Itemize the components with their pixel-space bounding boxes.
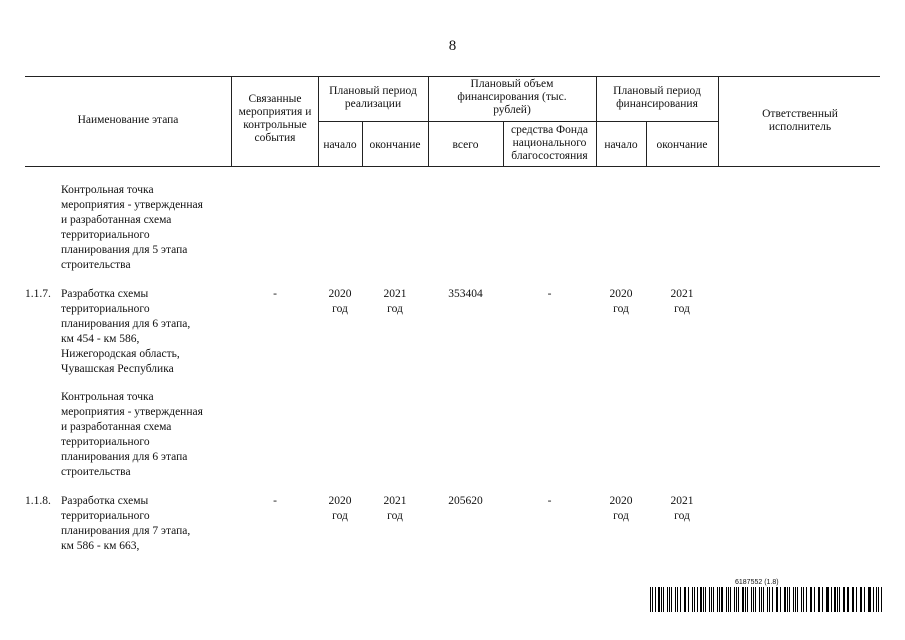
barcode-bar xyxy=(819,587,820,612)
barcode-bar xyxy=(667,587,668,612)
barcode-bar xyxy=(734,587,735,612)
row-related: - xyxy=(273,495,277,507)
barcode-bar xyxy=(736,587,737,612)
barcode-bar xyxy=(709,587,710,612)
barcode-bar xyxy=(873,587,874,612)
barcode-bar xyxy=(797,587,798,612)
barcode-bar xyxy=(843,587,844,612)
barcode-bar xyxy=(680,587,681,612)
row-name-line: территориального xyxy=(61,436,150,448)
barcode-bar xyxy=(860,587,861,612)
barcode-bar xyxy=(844,587,845,612)
barcode-bar xyxy=(822,587,823,612)
barcode-bar xyxy=(795,587,796,612)
barcode-bar xyxy=(751,587,752,612)
header-volume-fund: средства Фонда национального благосостояния xyxy=(511,124,588,162)
barcode-bar xyxy=(769,587,770,612)
barcode-bar xyxy=(726,587,727,612)
row-number: 1.1.8. xyxy=(25,495,51,507)
row-name-line: строительства xyxy=(61,259,131,271)
col-divider xyxy=(596,76,597,167)
barcode-bar xyxy=(878,587,879,612)
barcode-bar xyxy=(852,587,853,612)
barcode-bar xyxy=(810,587,811,612)
barcode-bar xyxy=(763,587,764,612)
barcode-bar xyxy=(669,587,670,612)
barcode-bar xyxy=(759,587,760,612)
header-related: Связанные мероприятия и контрольные события xyxy=(238,93,312,144)
barcode-bar xyxy=(663,587,664,612)
row-start: 2020 год xyxy=(328,495,352,522)
row-name-line: территориального xyxy=(61,229,150,241)
header-name: Наименование этапа xyxy=(77,114,179,126)
barcode-bar xyxy=(814,587,815,612)
barcode-bar xyxy=(671,587,672,612)
header-bottom-rule xyxy=(25,166,880,167)
row-name-line: строительства xyxy=(61,466,131,478)
col-divider xyxy=(318,76,319,167)
barcode-bar xyxy=(803,587,805,612)
col-divider xyxy=(718,76,719,167)
barcode-bar xyxy=(688,587,689,612)
barcode-bar xyxy=(753,587,754,612)
barcode-bar xyxy=(738,587,739,612)
barcode-bar xyxy=(658,587,660,612)
barcode-bar xyxy=(650,587,651,612)
barcode-bar xyxy=(856,587,857,612)
row-fund: - xyxy=(547,495,552,507)
barcode-bar xyxy=(881,587,882,612)
barcode-bar xyxy=(826,587,827,612)
barcode-bar xyxy=(684,587,685,612)
barcode-bar xyxy=(755,587,756,612)
barcode-bar xyxy=(700,587,702,612)
row-name-line: планирования для 5 этапа xyxy=(61,244,188,256)
page-number: 8 xyxy=(448,38,457,54)
header-mid-rule xyxy=(318,121,719,122)
barcode-bar xyxy=(717,587,718,612)
barcode-bar xyxy=(876,587,877,612)
barcode-bar xyxy=(719,587,720,612)
row-name-line: планирования для 7 этапа, xyxy=(61,525,191,537)
barcode-bar xyxy=(834,587,835,612)
col-divider xyxy=(231,76,232,167)
barcode-bar xyxy=(784,587,786,612)
row-name-line: мероприятия - утвержденная xyxy=(61,406,203,418)
barcode-bar xyxy=(853,587,854,612)
row-fund: - xyxy=(547,288,552,300)
row-fin-end: 2021 год xyxy=(670,495,694,522)
row-end: 2021 год xyxy=(383,495,407,522)
header-responsible: Ответственный исполнитель xyxy=(762,108,838,133)
row-start: 2020 год xyxy=(328,288,352,315)
row-fin-start: 2020 год xyxy=(609,495,633,522)
barcode-label: 6187552 (1.8) xyxy=(735,579,779,586)
barcode-bar xyxy=(776,587,777,612)
barcode-bar xyxy=(694,587,695,612)
barcode-bar xyxy=(801,587,802,612)
barcode-bar xyxy=(839,587,840,612)
barcode-bar xyxy=(864,587,865,612)
row-number: 1.1.7. xyxy=(25,288,51,300)
row-name-line: планирования для 6 этапа, xyxy=(61,318,191,330)
barcode-bar xyxy=(811,587,812,612)
barcode-bar xyxy=(761,587,762,612)
row-total: 205620 xyxy=(448,495,483,507)
row-name-line: км 586 - км 663, xyxy=(61,540,140,552)
barcode-bar xyxy=(675,587,676,612)
header-volume-group: Плановый объем финансирования (тыс. рублей) xyxy=(457,78,567,116)
barcode-bar xyxy=(713,587,714,612)
row-name-line: и разработанная схема xyxy=(61,421,172,433)
header-period-end: окончание xyxy=(369,139,421,151)
barcode-bar xyxy=(747,587,748,612)
barcode-bar xyxy=(685,587,686,612)
barcode-bar xyxy=(793,587,794,612)
row-name-line: и разработанная схема xyxy=(61,214,172,226)
barcode-bar xyxy=(652,587,653,612)
barcode-bar xyxy=(745,587,746,612)
barcode-bar xyxy=(677,587,679,612)
barcode xyxy=(650,587,885,612)
row-name xyxy=(61,494,231,554)
barcode-bar xyxy=(831,587,832,612)
header-volume-total: всего xyxy=(452,139,479,151)
header-period-start: начало xyxy=(323,139,357,151)
barcode-bar xyxy=(818,587,819,612)
barcode-bar xyxy=(655,587,656,612)
row-name-line: Чувашская Республика xyxy=(61,363,174,375)
header-top-rule xyxy=(25,76,880,77)
barcode-bar xyxy=(777,587,778,612)
barcode-bar xyxy=(861,587,862,612)
col-divider xyxy=(428,76,429,167)
header-fin-end: окончание xyxy=(656,139,708,151)
barcode-bar xyxy=(868,587,869,612)
row-name-line: км 454 - км 586, xyxy=(61,333,140,345)
barcode-bar xyxy=(837,587,838,612)
row-name-line: планирования для 6 этапа xyxy=(61,451,188,463)
row-name-line: Контрольная точка xyxy=(61,391,154,403)
row-name-line: территориального xyxy=(61,510,150,522)
row-fin-end: 2021 год xyxy=(670,288,694,315)
row-name-line: Контрольная точка xyxy=(61,184,154,196)
row-related: - xyxy=(273,288,277,300)
row-name-line: территориального xyxy=(61,303,150,315)
barcode-bar xyxy=(806,587,807,612)
row-end: 2021 год xyxy=(383,288,407,315)
barcode-bar xyxy=(728,587,729,612)
barcode-bar xyxy=(730,587,731,612)
barcode-bar xyxy=(661,587,662,612)
barcode-bar xyxy=(721,587,723,612)
row-name xyxy=(61,390,231,480)
barcode-bar xyxy=(847,587,849,612)
row-name-line: Разработка схемы xyxy=(61,288,149,300)
barcode-bar xyxy=(742,587,744,612)
row-fin-start: 2020 год xyxy=(609,288,633,315)
row-total: 353404 xyxy=(448,288,483,300)
barcode-bar xyxy=(767,587,769,612)
barcode-bar xyxy=(697,587,698,612)
barcode-bar xyxy=(869,587,871,612)
row-name xyxy=(61,287,231,377)
barcode-bar xyxy=(787,587,788,612)
barcode-bar xyxy=(692,587,693,612)
barcode-bar xyxy=(703,587,704,612)
barcode-bar xyxy=(780,587,781,612)
barcode-bar xyxy=(705,587,706,612)
barcode-bar xyxy=(711,587,712,612)
row-name-line: Разработка схемы xyxy=(61,495,149,507)
row-name-line: мероприятия - утвержденная xyxy=(61,199,203,211)
row-name xyxy=(61,183,231,273)
header-fin-group: Плановый период финансирования xyxy=(613,85,701,110)
barcode-bar xyxy=(827,587,829,612)
row-name-line: Нижегородская область, xyxy=(61,348,180,360)
barcode-bar xyxy=(789,587,790,612)
barcode-bar xyxy=(772,587,773,612)
header-period-group: Плановый период реализации xyxy=(329,85,417,110)
header-fin-start: начало xyxy=(604,139,638,151)
